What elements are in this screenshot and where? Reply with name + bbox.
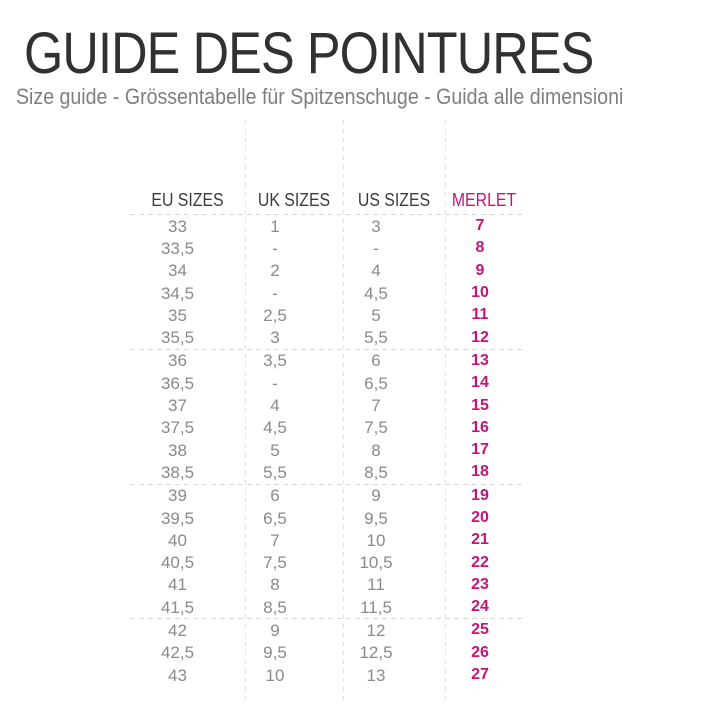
column-header-us-sizes: US SIZES bbox=[357, 189, 431, 210]
cell-uk: 2 bbox=[270, 261, 280, 281]
table-row bbox=[130, 551, 523, 573]
cell-merlet: 10 bbox=[471, 284, 489, 302]
cell-eu: 38 bbox=[168, 440, 187, 460]
cell-merlet: 20 bbox=[471, 509, 489, 526]
table-row bbox=[130, 372, 523, 394]
cell-eu: 39 bbox=[168, 486, 187, 506]
table-row bbox=[130, 215, 523, 237]
cell-eu: 42 bbox=[168, 620, 187, 640]
column-header-eu-sizes: EU SIZES bbox=[151, 189, 224, 210]
page-subtitle: Size guide - Grössentabelle für Spitzenschuge - Guida alle dimensioni bbox=[16, 84, 624, 109]
cell-eu: 37 bbox=[168, 396, 187, 416]
cell-eu: 39,5 bbox=[160, 508, 195, 528]
cell-uk: 8 bbox=[270, 575, 280, 595]
cell-merlet: 7 bbox=[475, 217, 485, 235]
table-row bbox=[130, 619, 523, 641]
cell-us: 9,5 bbox=[364, 508, 388, 528]
cell-us: 10,5 bbox=[359, 553, 393, 573]
cell-uk: 9 bbox=[270, 620, 280, 640]
cell-merlet: 22 bbox=[471, 553, 489, 571]
cell-merlet: 19 bbox=[471, 486, 489, 504]
cell-us: 7,5 bbox=[364, 418, 388, 438]
table-row bbox=[130, 664, 523, 686]
cell-uk: 4 bbox=[270, 396, 280, 416]
cell-eu: 40 bbox=[168, 530, 187, 550]
cell-eu: 36 bbox=[168, 351, 187, 371]
table-row bbox=[130, 642, 523, 664]
cell-us: 4 bbox=[371, 261, 381, 281]
table-row bbox=[130, 304, 523, 326]
cell-us: 3 bbox=[371, 216, 381, 236]
cell-eu: 40,5 bbox=[160, 553, 195, 573]
cell-us: 8,5 bbox=[364, 462, 388, 482]
cell-us: 10 bbox=[366, 530, 386, 550]
table-row bbox=[130, 439, 523, 461]
page-title: GUIDE DES POINTURES bbox=[24, 21, 594, 86]
cell-merlet: 26 bbox=[471, 643, 489, 661]
cell-uk: 6,5 bbox=[263, 508, 287, 528]
cell-eu: 35,5 bbox=[160, 328, 195, 348]
cell-merlet: 23 bbox=[471, 575, 489, 593]
size-table-body bbox=[130, 215, 523, 686]
cell-uk: 10 bbox=[265, 665, 285, 685]
cell-us: 12 bbox=[366, 620, 386, 640]
cell-us: 5 bbox=[371, 305, 381, 325]
cell-us: 5,5 bbox=[364, 328, 388, 348]
cell-us: 6 bbox=[371, 351, 381, 371]
cell-eu: 33 bbox=[168, 216, 187, 236]
cell-merlet: 15 bbox=[471, 396, 489, 414]
cell-uk: 5,5 bbox=[263, 462, 287, 482]
cell-merlet: 11 bbox=[471, 306, 489, 324]
cell-eu: 35 bbox=[168, 305, 187, 325]
table-row bbox=[130, 529, 523, 551]
cell-uk: 4,5 bbox=[263, 418, 287, 438]
cell-merlet: 25 bbox=[471, 621, 489, 639]
table-row bbox=[130, 237, 523, 259]
column-header-uk-sizes: UK SIZES bbox=[257, 189, 331, 210]
cell-uk: 3,5 bbox=[263, 351, 287, 371]
cell-uk: 5 bbox=[270, 440, 280, 460]
cell-merlet: 13 bbox=[471, 351, 489, 369]
cell-uk: 3 bbox=[270, 328, 280, 348]
cell-eu: 42,5 bbox=[160, 643, 195, 663]
cell-uk: - bbox=[272, 238, 278, 258]
cell-merlet: 24 bbox=[471, 598, 489, 616]
cell-eu: 41 bbox=[168, 575, 187, 595]
cell-us: 13 bbox=[366, 665, 386, 685]
cell-us: 12,5 bbox=[359, 643, 393, 663]
cell-us: 11,5 bbox=[360, 597, 392, 617]
cell-eu: 34,5 bbox=[160, 283, 195, 303]
cell-merlet: 17 bbox=[471, 441, 489, 459]
table-row bbox=[130, 326, 523, 348]
cell-uk: 8,5 bbox=[263, 597, 287, 617]
table-row bbox=[130, 507, 523, 529]
cell-eu: 43 bbox=[168, 665, 187, 685]
cell-eu: 36,5 bbox=[160, 373, 195, 393]
cell-uk: 6 bbox=[270, 486, 280, 506]
cell-us: 7 bbox=[371, 396, 381, 416]
table-row bbox=[130, 461, 523, 483]
table-row bbox=[130, 350, 523, 372]
column-header-merlet: MERLET bbox=[451, 189, 517, 210]
cell-merlet: 14 bbox=[471, 374, 489, 392]
cell-uk: 7,5 bbox=[263, 553, 287, 573]
size-table-header-row bbox=[130, 186, 523, 214]
table-row bbox=[130, 417, 523, 439]
cell-uk: - bbox=[272, 283, 278, 303]
cell-merlet: 27 bbox=[471, 666, 489, 684]
cell-merlet: 9 bbox=[475, 261, 485, 279]
cell-eu: 37,5 bbox=[160, 418, 195, 438]
cell-merlet: 16 bbox=[471, 418, 489, 436]
cell-merlet: 21 bbox=[471, 531, 489, 549]
cell-us: 8 bbox=[371, 440, 381, 460]
cell-us: 6,5 bbox=[364, 373, 388, 393]
table-row bbox=[130, 596, 523, 618]
table-row bbox=[130, 485, 523, 507]
table-row bbox=[130, 282, 523, 304]
size-conversion-table bbox=[130, 186, 523, 686]
cell-merlet: 8 bbox=[475, 239, 485, 257]
cell-us: 9 bbox=[371, 486, 381, 506]
cell-uk: 9,5 bbox=[263, 643, 287, 663]
table-row bbox=[130, 574, 523, 596]
table-row bbox=[130, 394, 523, 416]
cell-us: - bbox=[373, 238, 379, 258]
cell-us: 11 bbox=[367, 575, 385, 595]
cell-eu: 38,5 bbox=[160, 462, 195, 482]
cell-uk: - bbox=[272, 373, 278, 393]
cell-eu: 33,5 bbox=[160, 238, 195, 258]
cell-merlet: 18 bbox=[471, 463, 489, 481]
cell-eu: 41,5 bbox=[160, 597, 195, 617]
cell-uk: 1 bbox=[270, 216, 280, 236]
table-row bbox=[130, 260, 523, 282]
cell-uk: 7 bbox=[270, 530, 280, 550]
cell-uk: 2,5 bbox=[263, 305, 287, 325]
cell-merlet: 12 bbox=[471, 328, 489, 346]
cell-eu: 34 bbox=[168, 261, 187, 281]
cell-us: 4,5 bbox=[364, 283, 388, 303]
